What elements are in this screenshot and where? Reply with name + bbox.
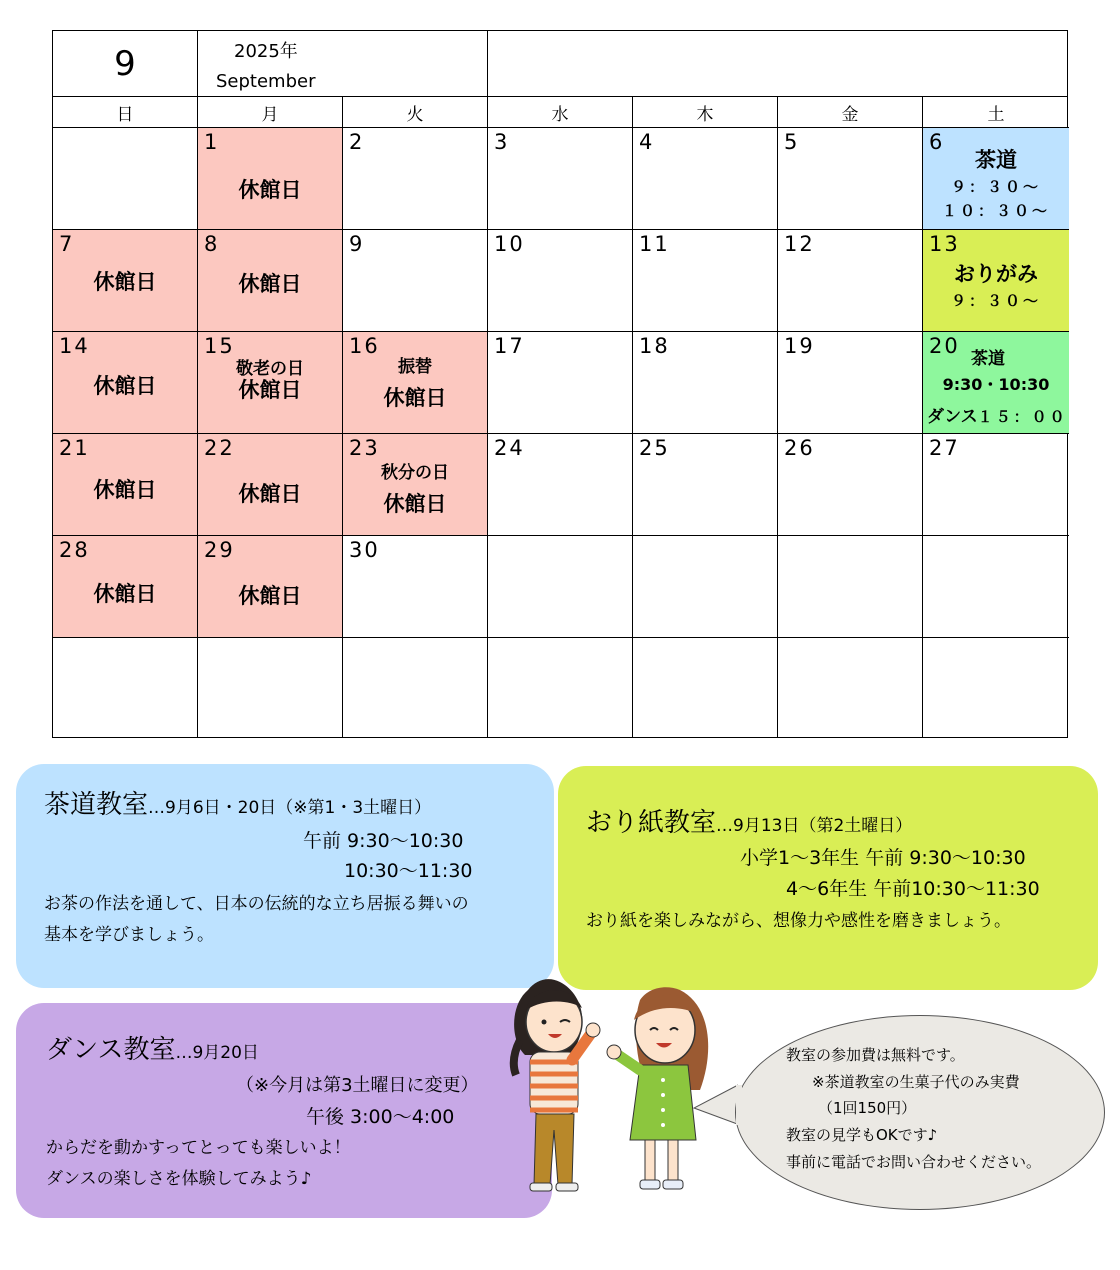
day-cell-17: [488, 332, 633, 434]
day-cell-18: [633, 332, 778, 434]
day-cell-28: [53, 536, 198, 638]
day-cell-empty: [488, 638, 633, 737]
day-cell-21: [53, 434, 198, 536]
origami-dates: …9月13日（第2土曜日）: [716, 816, 913, 836]
day-cell-8: [198, 230, 343, 332]
day-number: 1: [204, 130, 220, 154]
bubble-line-4: 教室の見学もOKです♪: [786, 1126, 938, 1144]
closed-label: 休館日: [238, 178, 302, 202]
day-number: 8: [204, 232, 220, 256]
origami-title: おり紙教室: [586, 808, 717, 838]
day-cell-empty: [633, 536, 778, 638]
day-number: 18: [639, 334, 670, 358]
sado-dates: …9月6日・20日（※第1・3土曜日）: [148, 798, 432, 818]
origami-class-box: [558, 766, 1098, 990]
event-time: ９：３０～: [950, 292, 1041, 310]
closed-label: 休館日: [238, 272, 302, 296]
bubble-line-2: ※茶道教室の生菓子代のみ実費: [812, 1073, 1020, 1091]
day-cell-13: [923, 230, 1069, 332]
event-time: ９：３０～: [950, 178, 1041, 196]
event-dance: [927, 402, 1068, 427]
closed-label: 休館日: [383, 492, 447, 516]
weekday-sat: 土: [923, 97, 1069, 128]
dance-note: （※今月は第3土曜日に変更）: [236, 1075, 479, 1096]
bubble-line-3: （1回150円）: [818, 1099, 917, 1117]
day-cell-empty: [198, 638, 343, 737]
day-cell-2: [343, 128, 488, 230]
sado-time-2: 10:30～11:30: [344, 860, 473, 882]
weekday-mon: 月: [198, 97, 343, 128]
day-number: 29: [204, 538, 235, 562]
holiday-label: 敬老の日: [236, 359, 304, 379]
day-number: 10: [494, 232, 525, 256]
day-cell-14: [53, 332, 198, 434]
day-cell-26: [778, 434, 923, 536]
day-cell-empty: [488, 536, 633, 638]
day-number: 12: [784, 232, 815, 256]
dance-title-line: [46, 1029, 259, 1066]
day-cell-16: [343, 332, 488, 434]
day-cell-10: [488, 230, 633, 332]
day-number: 23: [349, 436, 380, 460]
sado-desc-1: お茶の作法を通して、日本の伝統的な立ち居振る舞いの: [44, 894, 469, 914]
bubble-tail-join: [736, 1085, 742, 1125]
event-sado-title: 茶道: [975, 148, 1017, 172]
day-cell-25: [633, 434, 778, 536]
day-cell-27: [923, 434, 1069, 536]
day-cell-11: [633, 230, 778, 332]
day-cell-empty: [778, 536, 923, 638]
event-origami-title: おりがみ: [954, 262, 1038, 286]
sado-title-line: [44, 784, 431, 821]
day-cell-empty: [633, 638, 778, 737]
bubble-line-1: 教室の参加費は無料です。: [786, 1046, 965, 1064]
day-number: 22: [204, 436, 235, 460]
day-cell-22: [198, 434, 343, 536]
day-number: 17: [494, 334, 525, 358]
sado-title: 茶道教室: [44, 790, 149, 820]
day-cell-29: [198, 536, 343, 638]
day-number: 15: [204, 334, 235, 358]
dance-title: ダンス教室: [46, 1035, 176, 1065]
dance-date: …9月20日: [175, 1043, 259, 1063]
event-dance-time: １５：００: [977, 408, 1068, 426]
weekday-thu: 木: [633, 97, 778, 128]
closed-label: 休館日: [238, 584, 302, 608]
dance-desc-1: からだを動かすってとっても楽しいよ！: [46, 1138, 351, 1158]
day-number: 24: [494, 436, 525, 460]
day-cell-23: [343, 434, 488, 536]
origami-time-1: 小学1～3年生 午前 9:30～10:30: [740, 847, 1026, 869]
closed-label: 休館日: [238, 482, 302, 506]
weekday-sun: 日: [53, 97, 198, 128]
day-number: 13: [929, 232, 960, 256]
closed-label: 休館日: [93, 270, 157, 294]
day-number: 30: [349, 538, 380, 562]
day-cell-5: [778, 128, 923, 230]
day-cell-9: [343, 230, 488, 332]
weekday-tue: 火: [343, 97, 488, 128]
day-cell-1: [198, 128, 343, 230]
day-number: 11: [639, 232, 670, 256]
holiday-label: 振替: [398, 357, 432, 377]
day-cell-empty: [923, 536, 1069, 638]
day-number: 4: [639, 130, 655, 154]
day-cell-empty: [53, 638, 198, 737]
speech-bubble: [735, 1015, 1105, 1210]
weekday-wed: 水: [488, 97, 633, 128]
calendar: [52, 30, 1068, 738]
day-cell-12: [778, 230, 923, 332]
sado-time-1: 午前 9:30～10:30: [303, 830, 464, 852]
year-header: [198, 31, 488, 97]
day-cell-24: [488, 434, 633, 536]
day-number: 27: [929, 436, 960, 460]
day-number: 19: [784, 334, 815, 358]
weekday-fri: 金: [778, 97, 923, 128]
event-time: １０：３０～: [941, 202, 1050, 220]
day-cell-3: [488, 128, 633, 230]
month-english: September: [216, 71, 316, 92]
day-number: 6: [929, 130, 945, 154]
day-cell-20: [923, 332, 1069, 434]
day-number: 28: [59, 538, 90, 562]
year-label: 2025年: [234, 41, 298, 62]
day-number: 14: [59, 334, 90, 358]
sado-class-box: [16, 764, 554, 988]
day-cell-7: [53, 230, 198, 332]
day-number: 20: [929, 334, 960, 358]
origami-title-line: [586, 802, 912, 839]
day-cell-empty: [923, 638, 1069, 737]
dance-time: 午後 3:00～4:00: [306, 1106, 455, 1128]
day-cell-6: [923, 128, 1069, 230]
day-cell-15: [198, 332, 343, 434]
day-cell-empty: [53, 128, 198, 230]
day-number: 9: [349, 232, 365, 256]
holiday-label: 秋分の日: [381, 463, 449, 483]
day-number: 2: [349, 130, 365, 154]
event-time: 9:30・10:30: [942, 375, 1050, 394]
girl-left-figure: [514, 979, 600, 1191]
bubble-line-5: 事前に電話でお問い合わせください。: [786, 1153, 1042, 1171]
month-number: 9: [53, 31, 198, 97]
day-number: 7: [59, 232, 75, 256]
origami-desc: おり紙を楽しみながら、想像力や感性を磨きましょう。: [586, 911, 1011, 931]
day-cell-empty: [343, 638, 488, 737]
day-cell-19: [778, 332, 923, 434]
dance-class-box: [16, 1003, 552, 1218]
event-sado-title: 茶道: [971, 349, 1005, 369]
event-dance-title: ダンス: [927, 407, 978, 427]
closed-label: 休館日: [93, 374, 157, 398]
day-number: 21: [59, 436, 90, 460]
header-blank: [488, 31, 1067, 97]
day-cell-30: [343, 536, 488, 638]
day-number: 3: [494, 130, 510, 154]
origami-time-2: 4～6年生 午前10:30～11:30: [786, 878, 1040, 900]
day-cell-empty: [778, 638, 923, 737]
day-number: 25: [639, 436, 670, 460]
day-number: 5: [784, 130, 800, 154]
sado-desc-2: 基本を学びましょう。: [44, 925, 214, 945]
closed-label: 休館日: [93, 582, 157, 606]
closed-label: 休館日: [93, 478, 157, 502]
dance-desc-2: ダンスの楽しさを体験してみよう♪: [46, 1169, 312, 1189]
day-number: 16: [349, 334, 380, 358]
closed-label: 休館日: [383, 386, 447, 410]
closed-label: 休館日: [238, 378, 302, 402]
day-number: 26: [784, 436, 815, 460]
day-cell-4: [633, 128, 778, 230]
